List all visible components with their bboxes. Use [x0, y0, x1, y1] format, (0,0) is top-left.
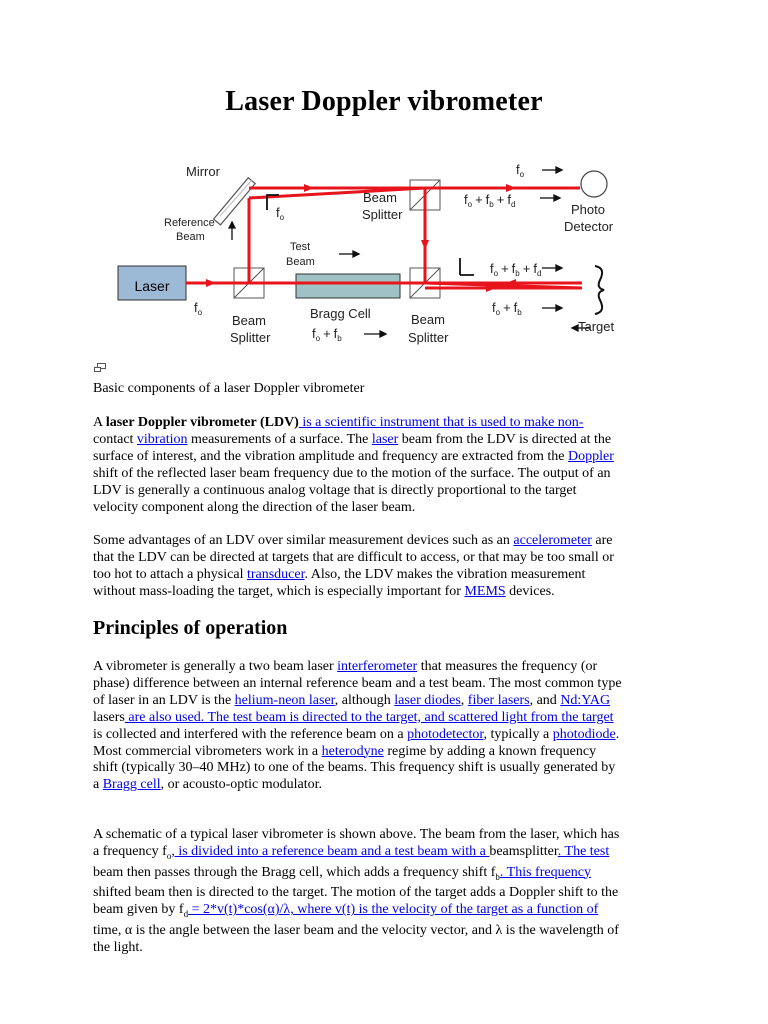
paragraph-line: of laser in an LDV is the helium-neon laser, although laser diodes, fiber lasers, and Nd:YAG: [93, 692, 611, 708]
paragraph-line: shift (typically 30–40 MHz) to one of the beams. This frequency shift is usually generated by: [93, 760, 616, 776]
link--are-also-used-the-test-beam-is-directed-to-the-target-and-scattered-light-from-the-target[interactable]: are also used. The test beam is directed to the target, and scattered light from the target: [124, 709, 614, 725]
section-heading-principles: Principles of operation: [93, 617, 288, 639]
link--this-frequency[interactable]: . This frequency: [499, 864, 591, 880]
link-photodetector[interactable]: photodetector: [407, 726, 484, 742]
paragraph-line: A laser Doppler vibrometer (LDV) is a scientific instrument that is used to make non-: [93, 415, 584, 430]
link--is-divided-into-a-reference-beam-and-a-test-beam-with-a[interactable]: , is divided into a reference beam and a test beam with a: [171, 843, 490, 859]
mirror-label: Mirror: [186, 164, 220, 179]
target-bracket: [595, 266, 604, 314]
beam-splitter-right-label-line2: Splitter: [408, 330, 449, 345]
corner-marker-return: [460, 258, 474, 275]
link--is-a-scientific-instrument-that-is-used-to-make-non[interactable]: is a scientific instrument that is used to make non-: [298, 415, 584, 430]
photo-detector-circle: [581, 171, 607, 197]
paragraph-line: velocity component along the direction of the laser beam.: [93, 499, 416, 515]
freq-fo-laser: $f_o$: [194, 300, 203, 317]
freq-fo-fb-bragg: $f_o + f_b$: [312, 326, 342, 343]
beam-splitter-top-label-line1: Beam: [363, 190, 397, 205]
paragraph-line: Most commercial vibrometers work in a heterodyne regime by adding a known frequency: [93, 743, 597, 759]
photo-detector-label-line1: Photo: [571, 202, 605, 217]
freq-fo-fb-fd-target: $f_o + f_b + f_d$: [490, 261, 542, 278]
figure-caption: Basic components of a laser Doppler vibrometer: [93, 381, 365, 396]
link-nd-yag[interactable]: Nd:YAG: [560, 692, 611, 708]
link-transducer[interactable]: transducer: [246, 566, 305, 582]
paragraph-line: too hot to attach a physical transducer. Also, the LDV makes the vibration measurement: [93, 566, 586, 582]
paragraph-line: LDV is generally a continuous analog voltage that is directly proportional to the target: [93, 482, 577, 498]
reference-beam-label-line2: Beam: [176, 231, 205, 243]
paragraph-line: A schematic of a typical laser vibrometer is shown above. The beam from the laser, which has: [93, 827, 620, 842]
paragraph-line: lasers are also used. The test beam is directed to the target, and scattered light from the target: [93, 709, 614, 725]
laser-label: Laser: [134, 278, 170, 294]
paragraph-line: surface of interest, and the vibration amplitude and frequency are extracted from the Doppler: [93, 448, 614, 464]
paragraph-line: beam given by $f_d = 2*v(t)*\cos(\alpha)/\lambda$, where v(t) is the velocity of the target as a function of: [93, 902, 599, 920]
link-photodiode[interactable]: photodiode: [552, 726, 616, 742]
bragg-cell-label: Bragg Cell: [310, 306, 371, 321]
paragraph-line: Some advantages of an LDV over similar measurement devices such as an accelerometer are: [93, 533, 613, 548]
freq-fo-out: $f_o$: [516, 162, 525, 179]
link-vibration[interactable]: vibration: [136, 431, 188, 447]
reference-beam-label-line1: Reference: [164, 217, 215, 229]
paragraph-line: a frequency $f_o$, is divided into a reference beam and a test beam with a beamsplitter. The test: [93, 843, 610, 861]
paragraph-line: is collected and interfered with the reference beam on a photodetector, typically a photodiode.: [93, 726, 620, 742]
paragraph-line: phase) difference between an internal reference beam and a test beam. The most common type: [93, 675, 622, 691]
target-label: Target: [578, 319, 615, 334]
paragraph-line: that the LDV can be directed at targets that are difficult to access, or that may be too small or: [93, 549, 614, 565]
link-heterodyne[interactable]: heterodyne: [321, 743, 384, 759]
subscript-text: o: [166, 850, 172, 861]
freq-fo-fb-fd-detector: $f_o + f_b + f_d$: [464, 192, 516, 209]
test-beam-label-line1: Test: [290, 241, 311, 253]
beam-splitter-left-label-line1: Beam: [232, 313, 266, 328]
paragraph-line: beam then passes through the Bragg cell, which adds a frequency shift $f_b$. This frequency: [93, 864, 591, 882]
link-bragg-cell[interactable]: Bragg cell: [102, 777, 161, 793]
link-interferometer[interactable]: interferometer: [337, 659, 418, 674]
subscript-text: d: [183, 909, 189, 920]
link-mems[interactable]: MEMS: [464, 583, 506, 599]
link-laser-diodes[interactable]: laser diodes: [394, 692, 461, 708]
paragraph-line: A vibrometer is generally a two beam laser interferometer that measures the frequency (or: [93, 659, 598, 674]
link-fiber-lasers[interactable]: fiber lasers: [467, 692, 530, 708]
paragraph-line: shifted beam then is directed to the target. The motion of the target adds a Doppler shift to the: [93, 885, 619, 901]
bragg-cell: [296, 274, 400, 298]
beam-splitter-right-label-line1: Beam: [411, 312, 445, 327]
paragraph-line: time, α is the angle between the laser beam and the velocity vector, and λ is the wavelength of: [93, 922, 619, 938]
link--the-test[interactable]: . The test: [557, 843, 610, 859]
link-doppler[interactable]: Doppler: [568, 448, 614, 464]
page-title: Laser Doppler vibrometer: [225, 86, 543, 117]
paragraph-line: shift of the reflected laser beam frequency due to the motion of the surface. The output of an: [93, 465, 611, 481]
freq-fo-reference: $f_o$: [276, 205, 285, 222]
paragraph-principles: [93, 659, 622, 794]
enlarge-image-icon[interactable]: [93, 362, 107, 374]
paragraph-intro: [93, 415, 614, 516]
bold-term: laser Doppler vibrometer (LDV): [105, 415, 299, 430]
paragraph-line: contact vibration measurements of a surface. The laser beam from the LDV is directed at the: [93, 431, 612, 447]
test-beam-label-line2: Beam: [286, 256, 315, 268]
link--2-v-t-cos-where-v-t-is-the-velocity-of-the-target-as-a-function-of[interactable]: = 2*v(t)*cos(α)/λ, where v(t) is the velocity of the target as a function of: [188, 902, 599, 918]
paragraph-line: the light.: [93, 939, 143, 955]
paragraph-advantages: [93, 533, 614, 601]
link-laser[interactable]: laser: [371, 431, 399, 447]
freq-fo-fb-target: $f_o + f_b$: [492, 300, 522, 317]
photo-detector-label-line2: Detector: [564, 219, 614, 234]
link-accelerometer[interactable]: accelerometer: [513, 533, 592, 548]
link-helium-neon-laser[interactable]: helium-neon laser: [234, 692, 335, 708]
paragraph-schematic: [93, 827, 619, 957]
mirror-hatch: [220, 180, 252, 216]
beam-splitter-left-label-line2: Splitter: [230, 330, 271, 345]
ldv-schematic-figure: [112, 150, 652, 355]
paragraph-line: a Bragg cell, or acousto-optic modulator.: [93, 777, 322, 793]
subscript-text: b: [495, 871, 500, 882]
paragraph-line: without mass-loading the target, which is especially important for MEMS devices.: [93, 583, 555, 599]
beam-splitter-top-label-line2: Splitter: [362, 207, 403, 222]
